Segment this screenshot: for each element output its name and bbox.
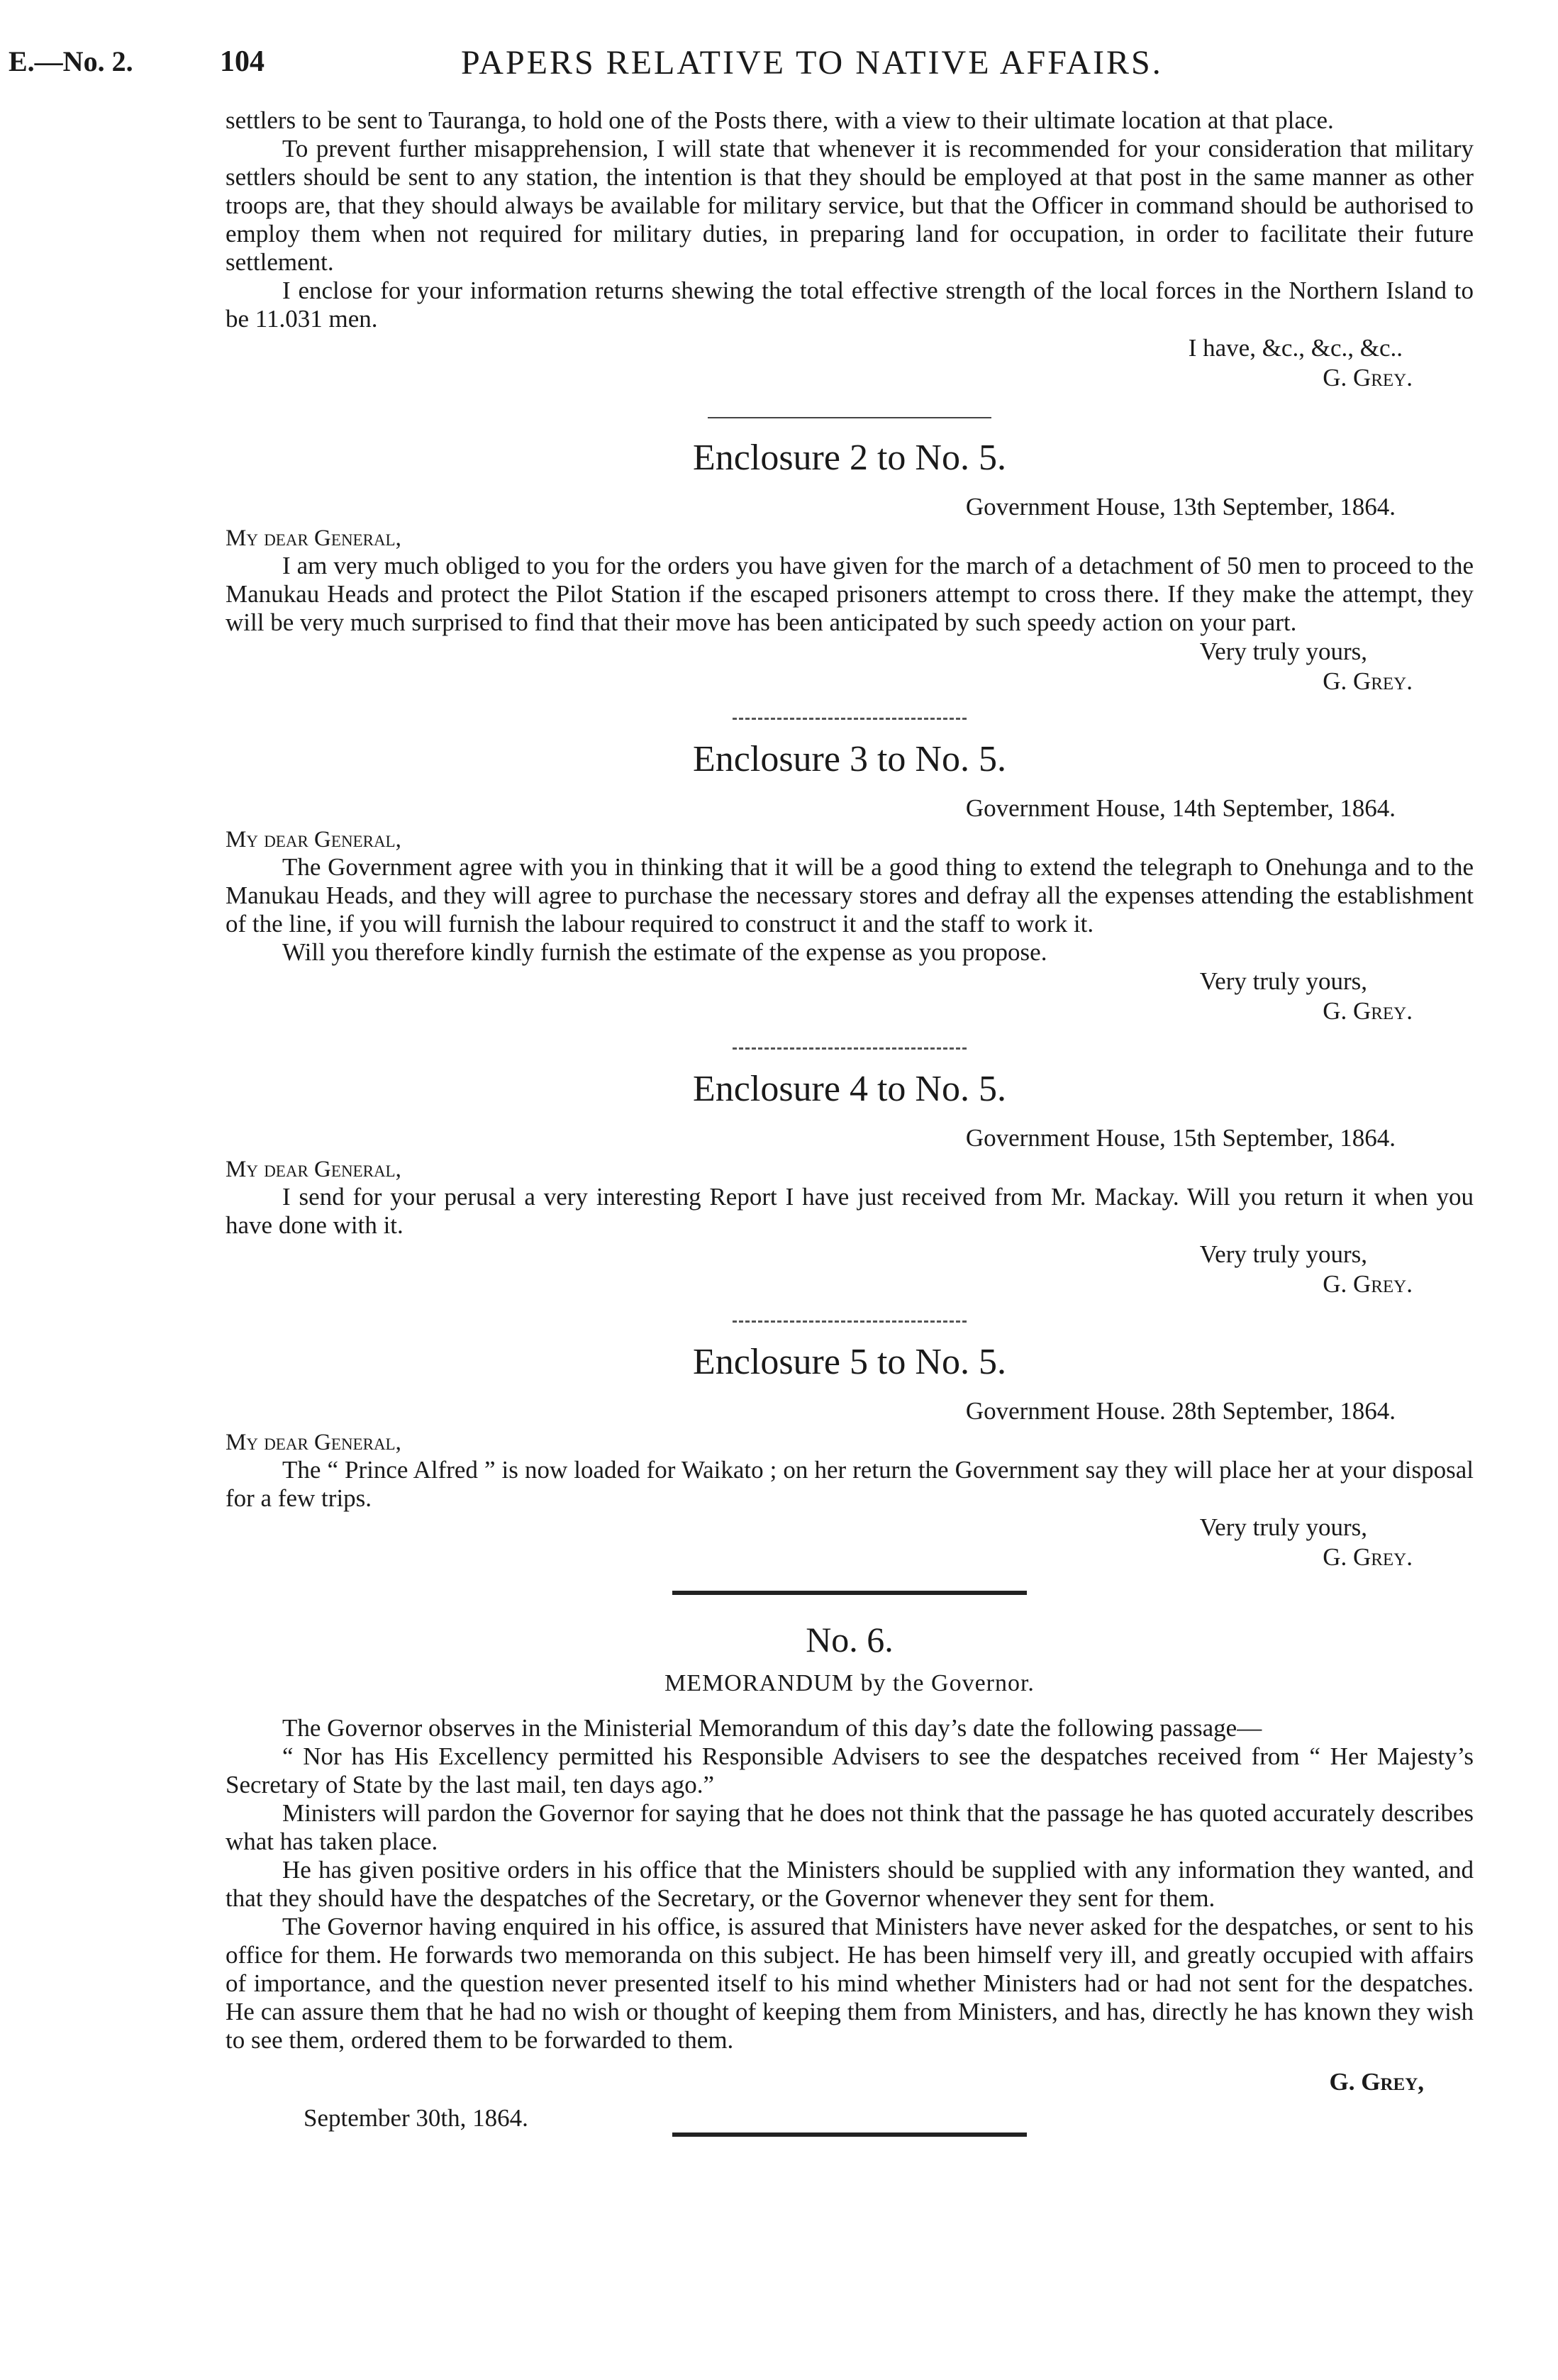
memorandum-signature: G. Grey,: [1329, 2068, 1424, 2096]
enclosure-3-body: The Government agree with you in thinking that it will be a good thing to extend the telegraph to Onehunga and to the Manukau Heads, and they will agree to purchase the necessary stores and defray all the expenses attending the establishment of the line, if you will furnish the labour required to construct it and the staff to work it.: [226, 853, 1474, 938]
top-letter-signature: G. Grey.: [1323, 364, 1413, 391]
page-number: 104: [220, 45, 265, 78]
top-letter-paragraph: settlers to be sent to Tauranga, to hold one of the Posts there, with a view to their ultimate location at that place.: [226, 106, 1334, 134]
enclosure-3-title: Enclosure 3 to No. 5.: [693, 739, 1006, 779]
top-letter-closing: I have, &c., &c., &c..: [1188, 334, 1403, 362]
section-divider: [672, 2132, 1027, 2137]
top-letter-paragraph: I enclose for your information returns shewing the total effective strength of the local forces in the Northern Island to be 11.031 men.: [226, 277, 1474, 333]
top-letter-paragraph: To prevent further misapprehension, I will state that whenever it is recommended for your consideration that military settlers should be sent to any station, the intention is that they should be employed at that post in the same manner as other troops are, that they should always be available for military service, but that the Officer in command should be authorised to employ them when not required for military duties, in preparing land for occupation, in order to facilitate their future settlement.: [226, 135, 1474, 276]
enclosure-2-salutation: My dear General,: [226, 526, 401, 551]
document-reference: E.—No. 2.: [9, 45, 133, 77]
memorandum-paragraph: The Governor observes in the Ministerial Memorandum of this day’s date the following passage—: [282, 1714, 1262, 1742]
enclosure-3: [226, 738, 1474, 1026]
enclosure-3-signature: G. Grey.: [1323, 997, 1413, 1025]
no-6-title: No. 6.: [806, 1620, 894, 1659]
enclosure-5: [226, 1341, 1474, 1572]
memorandum-paragraph: Ministers will pardon the Governor for saying that he does not think that the passage he has quoted accurately describes what has taken place.: [226, 1799, 1474, 1855]
enclosure-2: [226, 437, 1474, 696]
memorandum-quote: “ Nor has His Excellency permitted his Responsible Advisers to see the despatches received from “ Her Majesty’s Secretary of State by the last mail, ten days ago.”: [226, 1742, 1474, 1798]
enclosure-3-closing: Very truly yours,: [1199, 967, 1367, 995]
enclosure-2-closing: Very truly yours,: [1199, 638, 1367, 665]
memorandum-paragraph: The Governor having enquired in his office, is assured that Ministers have never asked for the despatches, or sent to his office for them. He forwards two memoranda on this subject. He has been himself very ill, and greatly occupied with affairs of importance, and the question never presented itself to his mind whether Ministers had or had not sent for the despatches. He can assure them that he had no wish or thought of keeping them from Ministers, and has, directly he has known they wish to see them, ordered them to be forwarded to them.: [226, 1913, 1474, 2054]
enclosure-5-signature: G. Grey.: [1323, 1543, 1413, 1571]
enclosure-5-closing: Very truly yours,: [1199, 1513, 1367, 1541]
enclosure-2-signature: G. Grey.: [1323, 667, 1413, 695]
top-letter: [226, 106, 1474, 393]
enclosure-2-body: I am very much obliged to you for the orders you have given for the march of a detachment of 50 men to proceed to the Manukau Heads and protect the Pilot Station if the escaped prisoners attempt to cross there. If they make the attempt, they will be very much surprised to find that their move has been anticipated by such speedy action on your part.: [226, 552, 1474, 636]
section-divider: [733, 718, 967, 720]
enclosure-4-title: Enclosure 4 to No. 5.: [693, 1069, 1006, 1109]
page-header: [0, 39, 1558, 89]
enclosure-3-body: Will you therefore kindly furnish the estimate of the expense as you propose.: [282, 938, 1047, 966]
page-title: PAPERS RELATIVE TO NATIVE AFFAIRS.: [461, 44, 1163, 82]
page-content: [226, 106, 1474, 2137]
enclosure-4-date: Government House, 15th September, 1864.: [965, 1124, 1396, 1152]
enclosure-2-title: Enclosure 2 to No. 5.: [693, 438, 1006, 478]
memorandum-paragraph: He has given positive orders in his office that the Ministers should be supplied with any information they wanted, and that they should have the despatches of the Secretary, or the Governor whenever they sent for them.: [226, 1856, 1474, 1912]
enclosure-3-date: Government House, 14th September, 1864.: [965, 794, 1396, 822]
memorandum-no-6: [226, 1619, 1474, 2132]
enclosure-4-signature: G. Grey.: [1323, 1270, 1413, 1298]
section-divider: [733, 1047, 967, 1050]
memorandum-title: MEMORANDUM by the Governor.: [664, 1670, 1035, 1696]
enclosure-5-body: The “ Prince Alfred ” is now loaded for Waikato ; on her return the Government say they will place her at your disposal for a few trips.: [226, 1456, 1474, 1512]
enclosure-4-body: I send for your perusal a very interesting Report I have just received from Mr. Mackay. Will you return it when you have done with it.: [226, 1183, 1474, 1239]
enclosure-2-date: Government House, 13th September, 1864.: [965, 493, 1396, 521]
section-divider: [708, 417, 991, 418]
enclosure-5-date: Government House. 28th September, 1864.: [965, 1397, 1396, 1425]
section-divider: [733, 1320, 967, 1323]
enclosure-5-salutation: My dear General,: [226, 1430, 401, 1455]
memorandum-date: September 30th, 1864.: [304, 2104, 528, 2132]
enclosure-3-salutation: My dear General,: [226, 827, 401, 852]
enclosure-4-salutation: My dear General,: [226, 1157, 401, 1182]
enclosure-4-closing: Very truly yours,: [1199, 1240, 1367, 1268]
section-divider: [672, 1591, 1027, 1595]
enclosure-4: [226, 1068, 1474, 1299]
enclosure-5-title: Enclosure 5 to No. 5.: [693, 1342, 1006, 1382]
